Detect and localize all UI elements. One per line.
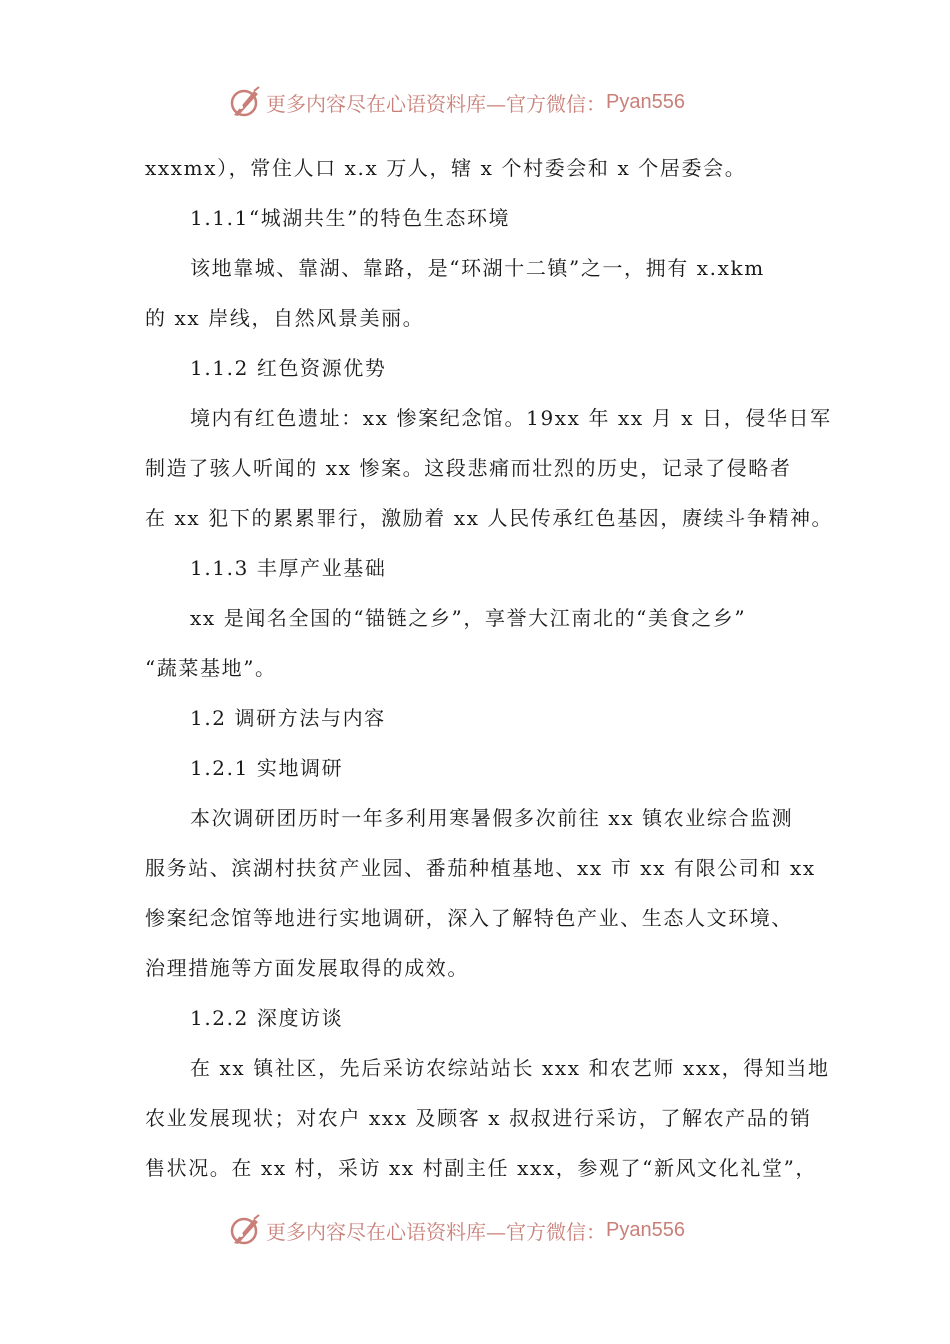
section-heading: 1.2.2 深度访谈: [190, 1006, 344, 1030]
paragraph-line: 境内有红色遗址：xx 惨案纪念馆。19xx 年 xx 月 x 日，侵华日军: [190, 406, 832, 430]
section-heading: 1.1.1“城湖共生”的特色生态环境: [190, 206, 511, 230]
pen-logo-icon: [228, 85, 262, 119]
paragraph-line: 惨案纪念馆等地进行实地调研，深入了解特色产业、生态人文环境、: [145, 906, 793, 930]
banner-wechat-id: Pyan556: [606, 1218, 685, 1241]
paragraph-line: xxxmx），常住人口 x.x 万人，辖 x 个村委会和 x 个居委会。: [145, 156, 747, 180]
banner-text: 更多内容尽在心语资料库—官方微信：: [266, 1219, 606, 1244]
banner-text: 更多内容尽在心语资料库—官方微信：: [266, 91, 606, 116]
paragraph-line: 的 xx 岸线，自然风景美丽。: [145, 306, 425, 330]
paragraph-line: 本次调研团历时一年多利用寒暑假多次前往 xx 镇农业综合监测: [190, 806, 794, 830]
section-heading: 1.2 调研方法与内容: [190, 706, 386, 730]
paragraph-line: 该地靠城、靠湖、靠路，是“环湖十二镇”之一，拥有 x.xkm: [190, 256, 765, 280]
paragraph-line: 治理措施等方面发展取得的成效。: [145, 956, 469, 980]
section-heading: 1.1.2 红色资源优势: [190, 356, 387, 380]
section-heading: 1.1.3 丰厚产业基础: [190, 556, 387, 580]
paragraph-line: xx 是闻名全国的“锚链之乡”，享誉大江南北的“美食之乡”: [190, 606, 747, 630]
paragraph-line: “蔬菜基地”。: [145, 656, 277, 680]
paragraph-line: 在 xx 犯下的累累罪行，激励着 xx 人民传承红色基因，赓续斗争精神。: [145, 506, 834, 530]
paragraph-line: 制造了骇人听闻的 xx 惨案。这段悲痛而壮烈的历史，记录了侵略者: [145, 456, 792, 480]
paragraph-line: 农业发展现状；对农户 xxx 及顾客 x 叔叔进行采访，了解农产品的销: [145, 1106, 812, 1130]
paragraph-line: 在 xx 镇社区，先后采访农综站站长 xxx 和农艺师 xxx，得知当地: [190, 1056, 830, 1080]
paragraph-line: 售状况。在 xx 村，采访 xx 村副主任 xxx，参观了“新风文化礼堂”，: [145, 1156, 817, 1180]
footer-banner: [228, 1210, 685, 1250]
banner-wechat-id: Pyan556: [606, 90, 685, 113]
paragraph-line: 服务站、滨湖村扶贫产业园、番茄种植基地、xx 市 xx 有限公司和 xx: [145, 856, 816, 880]
section-heading: 1.2.1 实地调研: [190, 756, 344, 780]
header-banner: [228, 82, 685, 122]
pen-logo-icon: [228, 1213, 262, 1247]
